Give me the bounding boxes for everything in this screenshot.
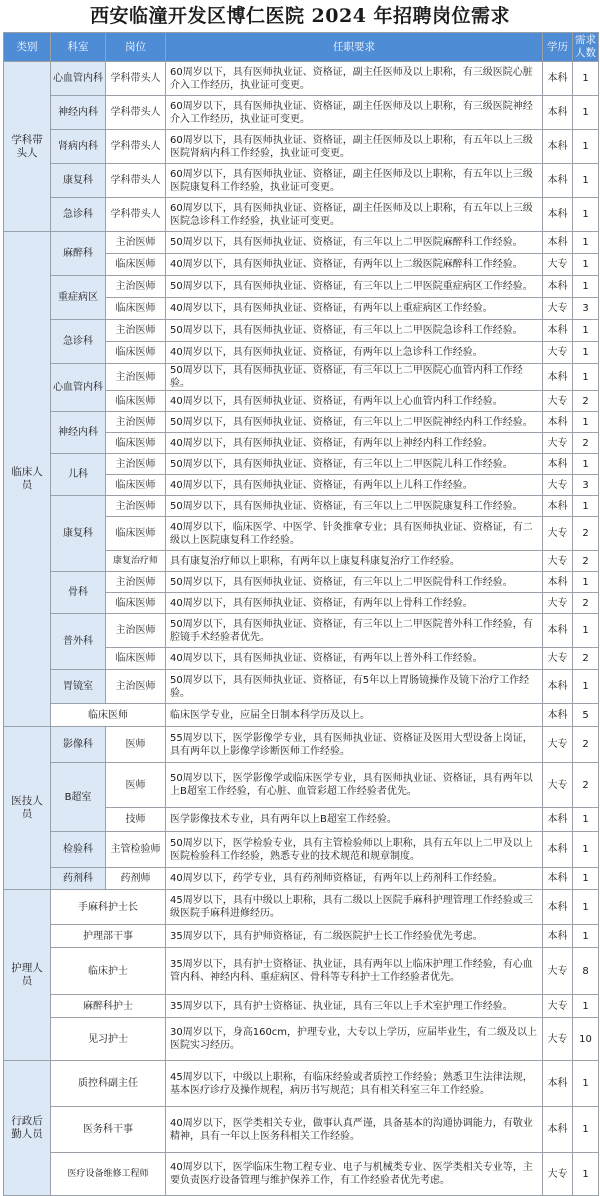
department-cell: 肾病内科 [51,130,106,164]
count-cell: 1 [573,412,599,433]
count-cell: 1 [573,614,599,648]
requirement-cell: 50周岁以下，具有医师执业证、资格证，有三年以上二甲医院心血管内科工作经验。 [166,364,543,391]
count-cell: 1 [573,670,599,704]
table-row [4,130,599,164]
education-cell: 大专 [543,1018,573,1061]
department-cell: 检验科 [51,832,106,868]
requirement-cell: 30周岁以下，身高160cm，护理专业，大专以上学历，应届毕业生，有二级及以上医院实习经历。 [166,1018,543,1061]
education-cell: 大专 [543,391,573,412]
count-cell: 1 [573,232,599,254]
education-cell: 大专 [543,995,573,1018]
position-cell: 临床医师 [106,298,166,320]
education-cell: 本科 [543,704,573,727]
department-cell: 影像科 [51,727,106,763]
position-cell: 医师 [106,727,166,763]
requirement-cell: 40周岁以下，医学临床生物工程专业、电子与机械类专业、医学类相关专业等，主要负责医疗设备管理与维护保养工作，有工作经验者优先考虑。 [166,1153,543,1196]
requirement-cell: 50周岁以下，具有医师执业证、资格证，有三年以上二甲医院康复科工作经验。 [166,496,543,517]
position-cell: 学科带头人 [106,62,166,96]
count-cell: 1 [573,808,599,832]
count-cell: 1 [573,1153,599,1196]
position-cell: 临床医师 [106,517,166,551]
count-cell: 1 [573,254,599,276]
count-cell: 8 [573,948,599,995]
table-row [4,232,599,254]
position-cell: 主管检验师 [106,832,166,868]
requirement-cell: 45周岁以下，中级以上职称，有临床经验或者质控工作经验；熟悉卫生法律法规，基本医疗诊疗及操作规程，病历书写规范；具有相关科室三年工作经验。 [166,1061,543,1107]
requirement-cell: 40周岁以下，具有医师执业证、资格证，有两年以上骨科工作经验。 [166,593,543,614]
table-row [4,454,599,475]
count-cell: 1 [573,364,599,391]
count-cell: 1 [573,130,599,164]
position-cell: 药剂师 [106,868,166,890]
count-cell: 10 [573,1018,599,1061]
education-cell: 大专 [543,763,573,808]
education-cell: 本科 [543,572,573,593]
education-cell: 大专 [543,475,573,496]
requirement-cell: 35周岁以下，具有护师资格证，有二级医院护士长工作经验优先考虑。 [166,925,543,948]
position-cell: 医务科干事 [51,1107,166,1153]
requirement-cell: 60周岁以下，具有医师执业证、资格证，副主任医师及以上职称，有五年以上三级医院康复科工作经验，执业证可变更。 [166,164,543,198]
requirement-cell: 临床医学专业，应届全日制本科学历及以上。 [166,704,543,727]
table-row [4,925,599,948]
category-cell: 学科带头人 [4,62,51,232]
header-department: 科室 [51,33,106,62]
table-row [4,727,599,763]
education-cell: 本科 [543,1061,573,1107]
count-cell: 5 [573,704,599,727]
education-cell: 本科 [543,232,573,254]
education-cell: 本科 [543,670,573,704]
requirement-cell: 40周岁以下，具有医师执业证、资格证，有两年以上普外科工作经验。 [166,648,543,670]
table-row [4,832,599,868]
position-cell: 临床医师 [106,593,166,614]
table-row [4,496,599,517]
table-row [4,364,599,391]
department-cell: 心血管内科 [51,62,106,96]
count-cell: 1 [573,995,599,1018]
header-requirements: 任职要求 [166,33,543,62]
department-cell: 心血管内科 [51,364,106,412]
header-row [4,33,599,62]
count-cell: 1 [573,454,599,475]
requirement-cell: 50周岁以下，具有医师执业证、资格证，有三年以上二甲医院普外科工作经验，有腔镜手术经验者优先。 [166,614,543,648]
department-cell: 神经内科 [51,412,106,454]
requirement-cell: 40周岁以下，具有医师执业证、资格证，有两年以上儿科工作经验。 [166,475,543,496]
table-row [4,320,599,342]
requirement-cell: 35周岁以下，具有护士资格证、执业证，具有三年以上手术室护理工作经验。 [166,995,543,1018]
requirement-cell: 50周岁以下，医学检验专业，具有主管检验师以上职称，具有五年以上二甲及以上医院检验科工作经验，熟悉专业的技术规范和规章制度。 [166,832,543,868]
position-cell: 学科带头人 [106,96,166,130]
position-cell: 临床医师 [106,648,166,670]
category-cell: 护理人员 [4,890,51,1061]
education-cell: 大专 [543,593,573,614]
education-cell: 大专 [543,433,573,454]
page-title: 西安临潼开发区博仁医院 2024 年招聘岗位需求 [89,5,511,27]
count-cell: 2 [573,391,599,412]
count-cell: 2 [573,517,599,551]
requirement-cell: 40周岁以下，具有医师执业证、资格证，有两年以上心血管内科工作经验。 [166,391,543,412]
count-cell: 1 [573,62,599,96]
requirement-cell: 60周岁以下，具有医师执业证、资格证，副主任医师及以上职称，有三级医院神经介入工作经历，执业证可变更。 [166,96,543,130]
requirement-cell: 40周岁以下，药学专业，具有药剂师资格证，有两年以上药剂科工作经验。 [166,868,543,890]
education-cell: 本科 [543,198,573,232]
education-cell: 大专 [543,727,573,763]
department-cell: 神经内科 [51,96,106,130]
header-count: 需求人数 [573,33,599,62]
header-category: 类别 [4,33,51,62]
position-cell: 手麻科护士长 [51,890,166,925]
position-cell: 临床医师 [106,433,166,454]
education-cell: 大专 [543,298,573,320]
table-row [4,198,599,232]
department-cell: 胃镜室 [51,670,106,704]
table-row [4,62,599,96]
table-row [4,164,599,198]
count-cell: 1 [573,320,599,342]
education-cell: 本科 [543,412,573,433]
requirement-cell: 60周岁以下，具有医师执业证、资格证，副主任医师及以上职称，有五年以上三级医院急诊科工作经验，执业证可变更。 [166,198,543,232]
requirement-cell: 40周岁以下，医学类相关专业，做事认真严谨，具备基本的沟通协调能力，有敬业精神，具有一年以上医务科相关工作经验。 [166,1107,543,1153]
requirement-cell: 50周岁以下，具有医师执业证、资格证，有三年以上二甲医院骨科工作经验。 [166,572,543,593]
table-row [4,1018,599,1061]
position-cell: 临床医师 [106,475,166,496]
requirement-cell: 35周岁以下，具有护士资格证、执业证，具有两年以上临床护理工作经验，有心血管内科、神经内科、重症病区、骨科等专科护士工作经验者优先。 [166,948,543,995]
department-cell: 急诊科 [51,320,106,364]
position-cell: 主治医师 [106,412,166,433]
requirement-cell: 50周岁以下，具有医师执业证、资格证，有5年以上胃肠镜操作及镜下治疗工作经验。 [166,670,543,704]
department-cell: 儿科 [51,454,106,496]
table-row [4,276,599,298]
count-cell: 1 [573,832,599,868]
count-cell: 2 [573,727,599,763]
count-cell: 1 [573,572,599,593]
position-cell: 见习护士 [51,1018,166,1061]
education-cell: 本科 [543,454,573,475]
position-cell: 临床医师 [51,704,166,727]
table-row [4,1153,599,1196]
table-row [4,948,599,995]
count-cell: 1 [573,890,599,925]
position-cell: 主治医师 [106,232,166,254]
position-cell: 质控科副主任 [51,1061,166,1107]
count-cell: 2 [573,648,599,670]
requirement-cell: 50周岁以下，具有医师执业证、资格证，有三年以上二甲医院神经内科工作经验。 [166,412,543,433]
department-cell: 康复科 [51,496,106,572]
department-cell: 骨科 [51,572,106,614]
department-cell: B超室 [51,763,106,832]
category-cell: 行政后勤人员 [4,1061,51,1196]
count-cell: 3 [573,298,599,320]
requirement-cell: 医学影像技术专业，具有两年以上B超室工作经验。 [166,808,543,832]
requirement-cell: 50周岁以下，具有医师执业证、资格证，有三年以上二甲医院急诊科工作经验。 [166,320,543,342]
department-cell: 麻醉科 [51,232,106,276]
header-education: 学历 [543,33,573,62]
education-cell: 本科 [543,868,573,890]
requirement-cell: 40周岁以下，具有医师执业证、资格证，有两年以上二级医院麻醉科工作经验。 [166,254,543,276]
position-cell: 主治医师 [106,670,166,704]
table-row [4,868,599,890]
education-cell: 本科 [543,614,573,648]
position-cell: 学科带头人 [106,130,166,164]
department-cell: 普外科 [51,614,106,670]
table-row [4,890,599,925]
department-cell: 重症病区 [51,276,106,320]
requirement-cell: 50周岁以下，具有医师执业证、资格证，有三年以上二甲医院麻醉科工作经验。 [166,232,543,254]
count-cell: 1 [573,1061,599,1107]
requirement-cell: 60周岁以下，具有医师执业证、资格证，副主任医师及以上职称，有三级医院心脏介入工作经历，执业证可变更。 [166,62,543,96]
education-cell: 大专 [543,254,573,276]
requirement-cell: 40周岁以下，具有医师执业证、资格证，有两年以上重症病区工作经验。 [166,298,543,320]
requirement-cell: 40周岁以下，临床医学、中医学、针灸推拿专业；具有医师执业证、资格证，有二级以上医院康复科工作经验。 [166,517,543,551]
requirement-cell: 50周岁以下，医学影像学或临床医学专业，具有医师执业证、资格证，具有两年以上B超室工作经验，有心脏、血管彩超工作经验者优先。 [166,763,543,808]
position-cell: 主治医师 [106,572,166,593]
education-cell: 本科 [543,925,573,948]
table-row [4,412,599,433]
education-cell: 大专 [543,1153,573,1196]
position-cell: 主治医师 [106,276,166,298]
education-cell: 本科 [543,364,573,391]
count-cell: 1 [573,96,599,130]
position-cell: 主治医师 [106,320,166,342]
position-cell: 麻醉科护士 [51,995,166,1018]
position-cell: 临床医师 [106,254,166,276]
education-cell: 本科 [543,276,573,298]
table-row [4,704,599,727]
category-cell: 医技人员 [4,727,51,890]
department-cell: 急诊科 [51,198,106,232]
education-cell: 本科 [543,164,573,198]
position-cell: 主治医师 [106,496,166,517]
table-row [4,763,599,808]
education-cell: 本科 [543,130,573,164]
requirement-cell: 60周岁以下，具有医师执业证、资格证，副主任医师及以上职称，有五年以上三级医院肾病内科工作经验，执业证可变更。 [166,130,543,164]
position-cell: 医疗设备维修工程师 [51,1153,166,1196]
education-cell: 本科 [543,832,573,868]
count-cell: 1 [573,1107,599,1153]
count-cell: 1 [573,925,599,948]
requirement-cell: 45周岁以下，具有中级以上职称，具有二级以上医院手麻科护理管理工作经验或三级医院手麻科进修经历。 [166,890,543,925]
position-cell: 医师 [106,763,166,808]
position-cell: 技师 [106,808,166,832]
education-cell: 本科 [543,808,573,832]
requirement-cell: 具有康复治疗师以上职称，有两年以上康复科康复治疗工作经验。 [166,551,543,572]
education-cell: 大专 [543,517,573,551]
table-row [4,1061,599,1107]
table-row [4,614,599,648]
category-cell: 临床人员 [4,232,51,727]
education-cell: 大专 [543,342,573,364]
position-cell: 康复治疗师 [106,551,166,572]
count-cell: 1 [573,198,599,232]
table-row [4,670,599,704]
count-cell: 1 [573,276,599,298]
table-row [4,572,599,593]
header-position: 岗位 [106,33,166,62]
table-row [4,96,599,130]
requirement-cell: 50周岁以下，具有医师执业证、资格证，有三年以上二甲医院儿科工作经验。 [166,454,543,475]
count-cell: 2 [573,433,599,454]
count-cell: 1 [573,342,599,364]
education-cell: 本科 [543,62,573,96]
position-cell: 临床护士 [51,948,166,995]
education-cell: 本科 [543,96,573,130]
education-cell: 大专 [543,948,573,995]
position-cell: 学科带头人 [106,198,166,232]
count-cell: 1 [573,164,599,198]
count-cell: 2 [573,593,599,614]
count-cell: 1 [573,496,599,517]
education-cell: 大专 [543,551,573,572]
position-cell: 临床医师 [106,391,166,412]
education-cell: 本科 [543,496,573,517]
count-cell: 2 [573,763,599,808]
position-cell: 学科带头人 [106,164,166,198]
requirement-cell: 55周岁以下，医学影像学专业，具有医师执业证、资格证及医用大型设备上岗证，具有两年以上影像学诊断医师工作经验。 [166,727,543,763]
position-cell: 临床医师 [106,342,166,364]
education-cell: 本科 [543,1107,573,1153]
count-cell: 1 [573,868,599,890]
requirement-cell: 40周岁以下，具有医师执业证、资格证，有两年以上神经内科工作经验。 [166,433,543,454]
position-cell: 主治医师 [106,454,166,475]
position-cell: 护理部干事 [51,925,166,948]
position-cell: 主治医师 [106,614,166,648]
education-cell: 本科 [543,320,573,342]
table-row [4,1107,599,1153]
count-cell: 3 [573,475,599,496]
department-cell: 康复科 [51,164,106,198]
table-row [4,995,599,1018]
recruitment-table [3,32,599,1196]
requirement-cell: 40周岁以下，具有医师执业证、资格证，有两年以上急诊科工作经验。 [166,342,543,364]
count-cell: 2 [573,551,599,572]
position-cell: 主治医师 [106,364,166,391]
education-cell: 本科 [543,890,573,925]
department-cell: 药剂科 [51,868,106,890]
education-cell: 大专 [543,648,573,670]
requirement-cell: 50周岁以下，具有医师执业证、资格证，有三年以上二甲医院重症病区工作经验。 [166,276,543,298]
